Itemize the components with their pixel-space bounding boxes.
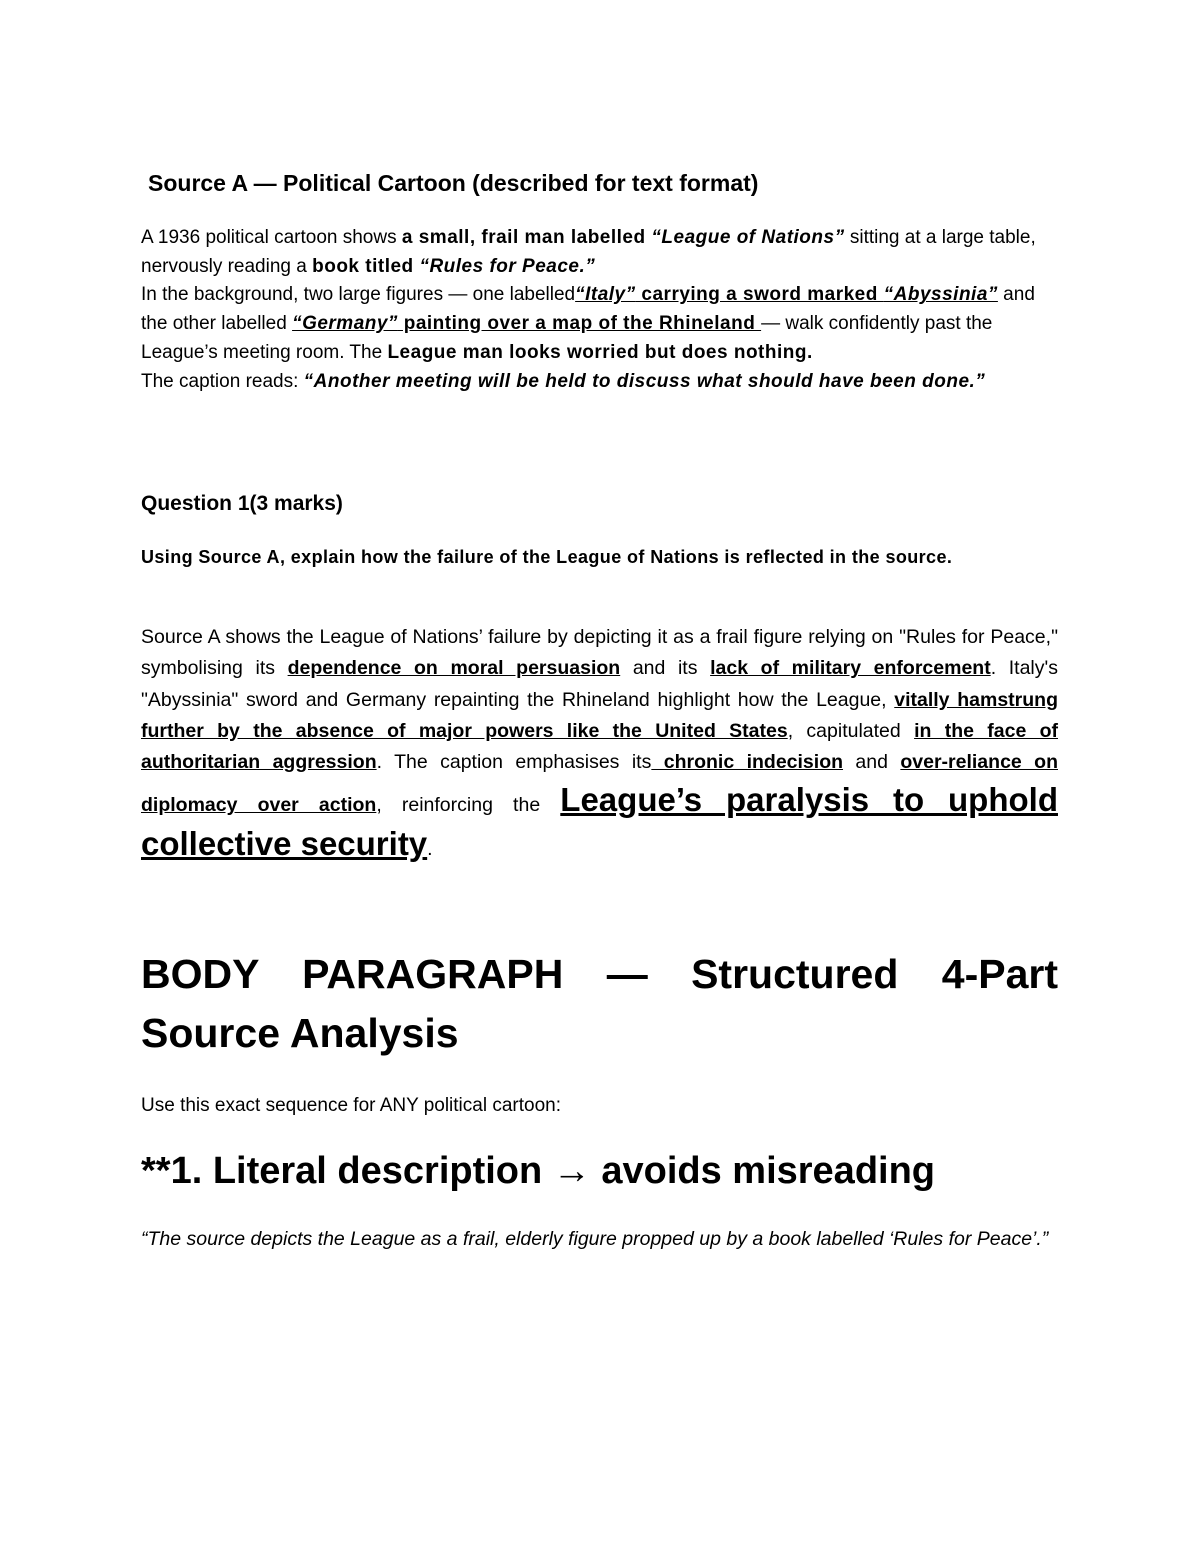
sequence-instruction: Use this exact sequence for ANY political cartoon:: [141, 1095, 561, 1116]
desc-underlined: “Italy”: [575, 284, 636, 306]
desc-underlined: painting over a map of the Rhineland: [397, 313, 762, 335]
body-paragraph-heading: BODY PARAGRAPH — Structured 4-Part Source Analysis: [141, 951, 1058, 1056]
desc-text: A 1936 political cartoon shows: [141, 227, 402, 248]
answer-paragraph: [141, 622, 1058, 866]
answer-text: and its: [620, 657, 711, 680]
desc-underlined: “Abyssinia”: [883, 284, 998, 306]
desc-text: — walk confidently past the League’s meeting room. The: [141, 313, 993, 363]
source-a-heading: Source A — Political Cartoon (described for text format): [148, 170, 759, 196]
example-quote: “The source depicts the League as a frail, elderly figure propped up by a book labelled ‘Rules for Peace’.”: [141, 1228, 1049, 1250]
answer-key-phrase: lack of military enforcement: [710, 657, 991, 680]
desc-underlined: carrying a sword marked: [635, 284, 884, 306]
answer-text: and: [843, 751, 901, 774]
desc-bold: a small, frail man labelled: [401, 227, 652, 248]
cartoon-description: [141, 224, 1058, 396]
literal-description-heading: **1. Literal description → avoids misreading: [141, 1150, 936, 1192]
question-heading: Question 1(3 marks): [141, 492, 343, 515]
desc-text: The caption reads:: [141, 370, 304, 392]
answer-key-phrase: vitally hamstrung further by the absence of major powers like the United States: [141, 688, 1058, 742]
question-text: Using Source A, explain how the failure of the League of Nations is reflected in the source.: [141, 547, 953, 567]
answer-conclusion-phrase: League’s paralysis to uphold collective security: [141, 781, 1058, 863]
desc-bold-italic: “League of Nations”: [651, 227, 845, 248]
desc-text: In the background, two large figures — one labelled: [141, 284, 576, 306]
desc-bold: book titled: [312, 255, 420, 277]
answer-key-phrase: chronic indecision: [651, 751, 844, 774]
desc-bold: League man looks worried but does nothing.: [387, 341, 813, 363]
answer-key-phrase: in the face of authoritarian aggression: [141, 719, 1058, 774]
answer-text: Source A shows the League of Nations’ failure by depicting it as a frail figure relying on "Rules for Peace," symbolising its: [141, 626, 1058, 680]
desc-underlined: “Germany”: [292, 313, 398, 335]
answer-key-phrase: over-reliance on diplomacy over action: [141, 751, 1058, 817]
answer-text: . Italy's "Abyssinia" sword and Germany repainting the Rhineland highlight how the League,: [141, 657, 1058, 711]
desc-text: sitting at a large table, nervously reading a: [141, 227, 1036, 277]
caption-quote: “Another meeting will be held to discuss what should have been done.”: [303, 370, 986, 392]
answer-text: , capitulated: [787, 719, 915, 742]
desc-text: and the other labelled: [141, 284, 1035, 335]
answer-text: , reinforcing the: [376, 794, 561, 817]
answer-text: .: [427, 838, 433, 861]
answer-key-phrase: dependence on moral persuasion: [287, 657, 621, 680]
desc-bold-italic: “Rules for Peace.”: [419, 255, 596, 277]
answer-text: . The caption emphasises its: [376, 751, 652, 774]
